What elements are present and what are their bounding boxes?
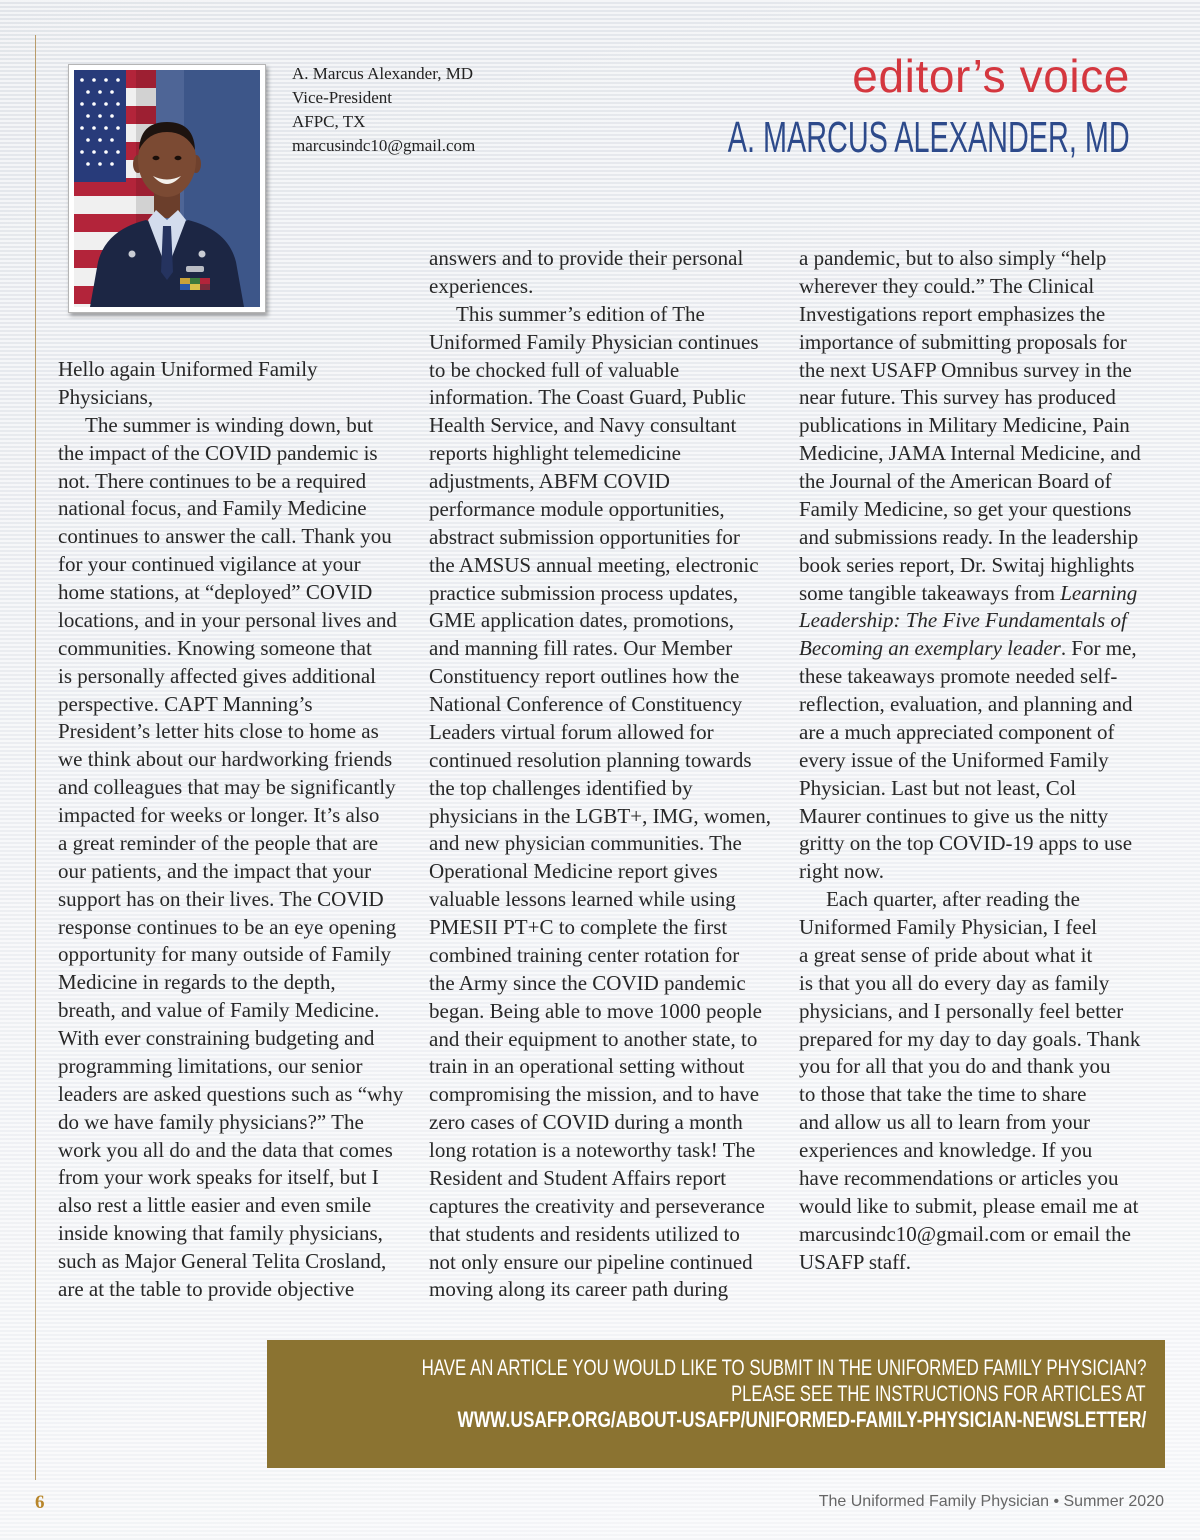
body-text-line: prepared for my day to day goals. Thank [799,1026,1141,1051]
body-text-line: is personally affected gives additional [58,663,377,688]
body-text-line: Each quarter, after reading the [826,887,1080,912]
body-text-line: book series report, Dr. Switaj highlights [799,552,1135,577]
body-text-line: are at the table to provide objective [58,1276,355,1301]
necktie [161,226,173,280]
body-text-line: Physician. Last but not least, Col [799,775,1077,800]
body-text-line: and manning fill rates. Our Member [429,636,733,661]
body-text-line: communities. Knowing someone that [58,635,372,660]
section-title: editor’s voice [852,50,1130,102]
body-text-line: train in an operational setting without [429,1054,745,1079]
body-text-line: With ever constraining budgeting and [58,1026,375,1050]
page-number: 6 [35,1492,45,1513]
body-text-line: captures the creativity and perseverance [429,1193,765,1218]
body-text-line: combined training center rotation for [429,942,740,967]
body-text-line: and allow us all to learn from your [799,1110,1091,1135]
body-text-line [799,607,1159,635]
body-text-line: gritty on the top COVID-19 apps to use [799,831,1133,856]
body-text-line: GME application dates, promotions, [429,608,735,633]
text-segment: . For me, [1060,636,1137,661]
body-text-line: breath, and value of Family Medicine. [58,998,380,1023]
left-eye [153,156,160,160]
body-text-line: compromising the mission, and to have [429,1082,760,1107]
body-column-2 [429,245,789,1304]
body-text-line: for your continued vigilance at your [58,552,361,577]
body-text-line: Maurer continues to give us the nitty [799,803,1109,828]
body-text-line: you for all that you do and thank you [799,1054,1111,1079]
body-text-line: locations, and in your personal lives and [58,607,397,632]
body-text-line: Uniformed Family Physician, I feel [799,915,1098,939]
body-text-line: began. Being able to move 1000 people [429,998,762,1023]
body-text-line: do we have family physicians?” The [58,1109,364,1134]
body-text-line: the AMSUS annual meeting, electronic [429,552,759,577]
body-text-line: from your work speaks for itself, but I [58,1165,379,1190]
body-text-line: Hello again Uniformed Family [58,357,318,381]
body-text-line: home stations, at “deployed” COVID [58,580,373,604]
body-text-line: zero cases of COVID during a month [429,1110,743,1135]
body-text-line: physicians in the LGBT+, IMG, women, [429,803,771,828]
left-margin-rule [35,35,36,1480]
body-text-line: Resident and Student Affairs report [429,1165,727,1190]
body-text-line: not. There continues to be a required [58,468,367,493]
body-text-line: and colleagues that may be significantly [58,775,396,800]
ribbon-rack [180,278,210,290]
body-text-line: National Conference of Constituency [429,692,743,716]
banner-url-link[interactable]: WWW.USAFP.ORG/ABOUT-USAFP/UNIFORMED-FAMILY-PHYSICIAN-NEWSLETTER/ [457,1407,1146,1432]
body-text-line: such as Major General Telita Crosland, [58,1249,387,1273]
author-email[interactable]: marcusindc10@gmail.com [292,136,476,155]
body-text-line: right now. [799,859,884,884]
book-title-italic: Learning [1060,580,1138,605]
body-text-line: near future. This survey has produced [799,385,1116,410]
book-title-italic: Becoming an exemplary leader [799,636,1061,661]
author-location: AFPC, TX [292,112,366,131]
submission-banner [267,1340,1165,1468]
body-text-line: physicians, and I personally feel better [799,998,1124,1023]
body-text-line: practice submission process updates, [429,580,739,605]
body-text-line: reports highlight telemedicine [429,441,681,466]
body-text-line: response continues to be an eye opening [58,914,397,939]
banner-line-2: PLEASE SEE THE INSTRUCTIONS FOR ARTICLES AT [731,1381,1146,1406]
book-title-italic: Leadership: The Five Fundamentals of [799,608,1127,633]
body-text-line: opportunity for many outside of Family [58,942,392,967]
body-text-line [799,580,1159,608]
body-text-line: that students and residents utilized to [429,1221,740,1246]
body-text-line: information. The Coast Guard, Public [429,385,746,410]
body-text-line: are a much appreciated component of [799,719,1115,744]
author-name: A. Marcus Alexander, MD [292,64,474,83]
body-text-line: the next USAFP Omnibus survey in the [799,357,1132,382]
body-text-line: marcusindc10@gmail.com or email the [799,1221,1131,1246]
right-eye [175,156,182,160]
body-text-line: Family Medicine, so get your questions [799,496,1132,521]
byline: A. MARCUS ALEXANDER, MD [728,113,1130,162]
body-text-line: to be chocked full of valuable [429,357,680,382]
body-text-line: also rest a little easier and even smile [58,1193,372,1218]
body-text-line: these takeaways promote needed self- [799,664,1118,689]
body-text-line: the top challenges identified by [429,775,693,800]
body-text-line: Constituency report outlines how the [429,664,740,689]
body-text-line: work you all do and the data that comes [58,1137,393,1162]
body-text-line: is that you all do every day as family [799,970,1110,995]
body-column-1 [58,356,418,1304]
body-text-line: Operational Medicine report gives [429,859,718,884]
body-text-line: answers and to provide their personal [429,246,744,270]
body-text-line: Medicine, JAMA Internal Medicine, and [799,441,1141,466]
body-text-line: a pandemic, but to also simply “help [799,246,1107,270]
banner-line-1: HAVE AN ARTICLE YOU WOULD LIKE TO SUBMIT IN THE UNIFORMED FAMILY PHYSICIAN? [421,1355,1146,1380]
body-text-line: importance of submitting proposals for [799,329,1127,354]
body-text-line: perspective. CAPT Manning’s [58,691,313,716]
body-text-line: reflection, evaluation, and planning and [799,692,1133,716]
author-contact-block [292,62,475,158]
body-text-line: the Army since the COVID pandemic [429,970,746,995]
body-text-line: and new physician communities. The [429,831,742,856]
flag-canton [74,70,126,182]
body-text-line: a great reminder of the people that are [58,830,379,855]
body-text-line: PMESII PT+C to complete the first [429,915,728,939]
body-text-line [799,635,1159,663]
body-text-line: publications in Military Medicine, Pain [799,413,1130,438]
body-text-line: USAFP staff. [799,1249,912,1274]
badge [186,266,204,272]
body-text-line: programming limitations, our senior [58,1053,363,1078]
body-text-line: leaders are asked questions such as “why [58,1081,404,1106]
body-text-line: support has on their lives. The COVID [58,886,384,911]
body-text-line: Investigations report emphasizes the [799,301,1106,326]
body-text-line: we think about our hardworking friends [58,747,393,772]
body-text-line: President’s letter hits close to home as [58,719,379,744]
right-lapel-insignia [199,251,206,258]
left-lapel-insignia [129,251,136,258]
body-text-line: have recommendations or articles you [799,1165,1119,1190]
body-text-line: Health Service, and Navy consultant [429,413,737,438]
body-text-line: The summer is winding down, but [85,412,374,437]
body-text-line: moving along its career path during [429,1277,729,1302]
body-text-line: continued resolution planning towards [429,747,752,772]
body-text-line: Uniformed Family Physician continues [429,329,759,354]
publication-footer: The Uniformed Family Physician • Summer 2020 [818,1493,1164,1510]
body-text-line: valuable lessons learned while using [429,887,736,912]
body-text-line: and their equipment to another state, to [429,1026,758,1051]
author-portrait [74,70,260,307]
body-text-line: a great sense of pride about what it [799,942,1093,967]
author-title: Vice-President [292,88,392,107]
body-text-line: the impact of the COVID pandemic is [58,440,378,465]
body-text-line: our patients, and the impact that your [58,858,372,883]
body-text-line: Medicine in regards to the depth, [58,970,336,995]
body-text-line: This summer’s edition of The [456,301,705,326]
body-text-line: not only ensure our pipeline continued [429,1249,753,1274]
body-text-line: national focus, and Family Medicine [58,496,367,521]
body-text-line: inside knowing that family physicians, [58,1221,383,1246]
body-text-line: would like to submit, please email me at [799,1193,1139,1218]
body-text-line: continues to answer the call. Thank you [58,524,392,549]
body-text-line: wherever they could.” The Clinical [799,273,1095,298]
body-text-line: performance module opportunities, [429,496,725,521]
body-column-3 [799,245,1159,1276]
text-segment: some tangible takeaways from [799,580,1061,605]
body-text-line: abstract submission opportunities for [429,524,740,549]
body-text-line: impacted for weeks or longer. It’s also [58,803,380,827]
body-text-line: Leaders virtual forum allowed for [429,719,714,744]
body-text-line: adjustments, ABFM COVID [429,469,670,493]
body-text-line: and submissions ready. In the leadership [799,524,1139,549]
body-text-line: the Journal of the American Board of [799,469,1112,493]
body-text-line: to those that take the time to share [799,1082,1087,1107]
body-text-line: every issue of the Uniformed Family [799,747,1109,772]
body-text-line: Physicians, [58,384,154,409]
body-text-line: long rotation is a noteworthy task! The [429,1138,756,1162]
body-text-line: experiences. [429,273,534,298]
author-photo [68,64,266,313]
body-text-line: experiences and knowledge. If you [799,1138,1093,1162]
